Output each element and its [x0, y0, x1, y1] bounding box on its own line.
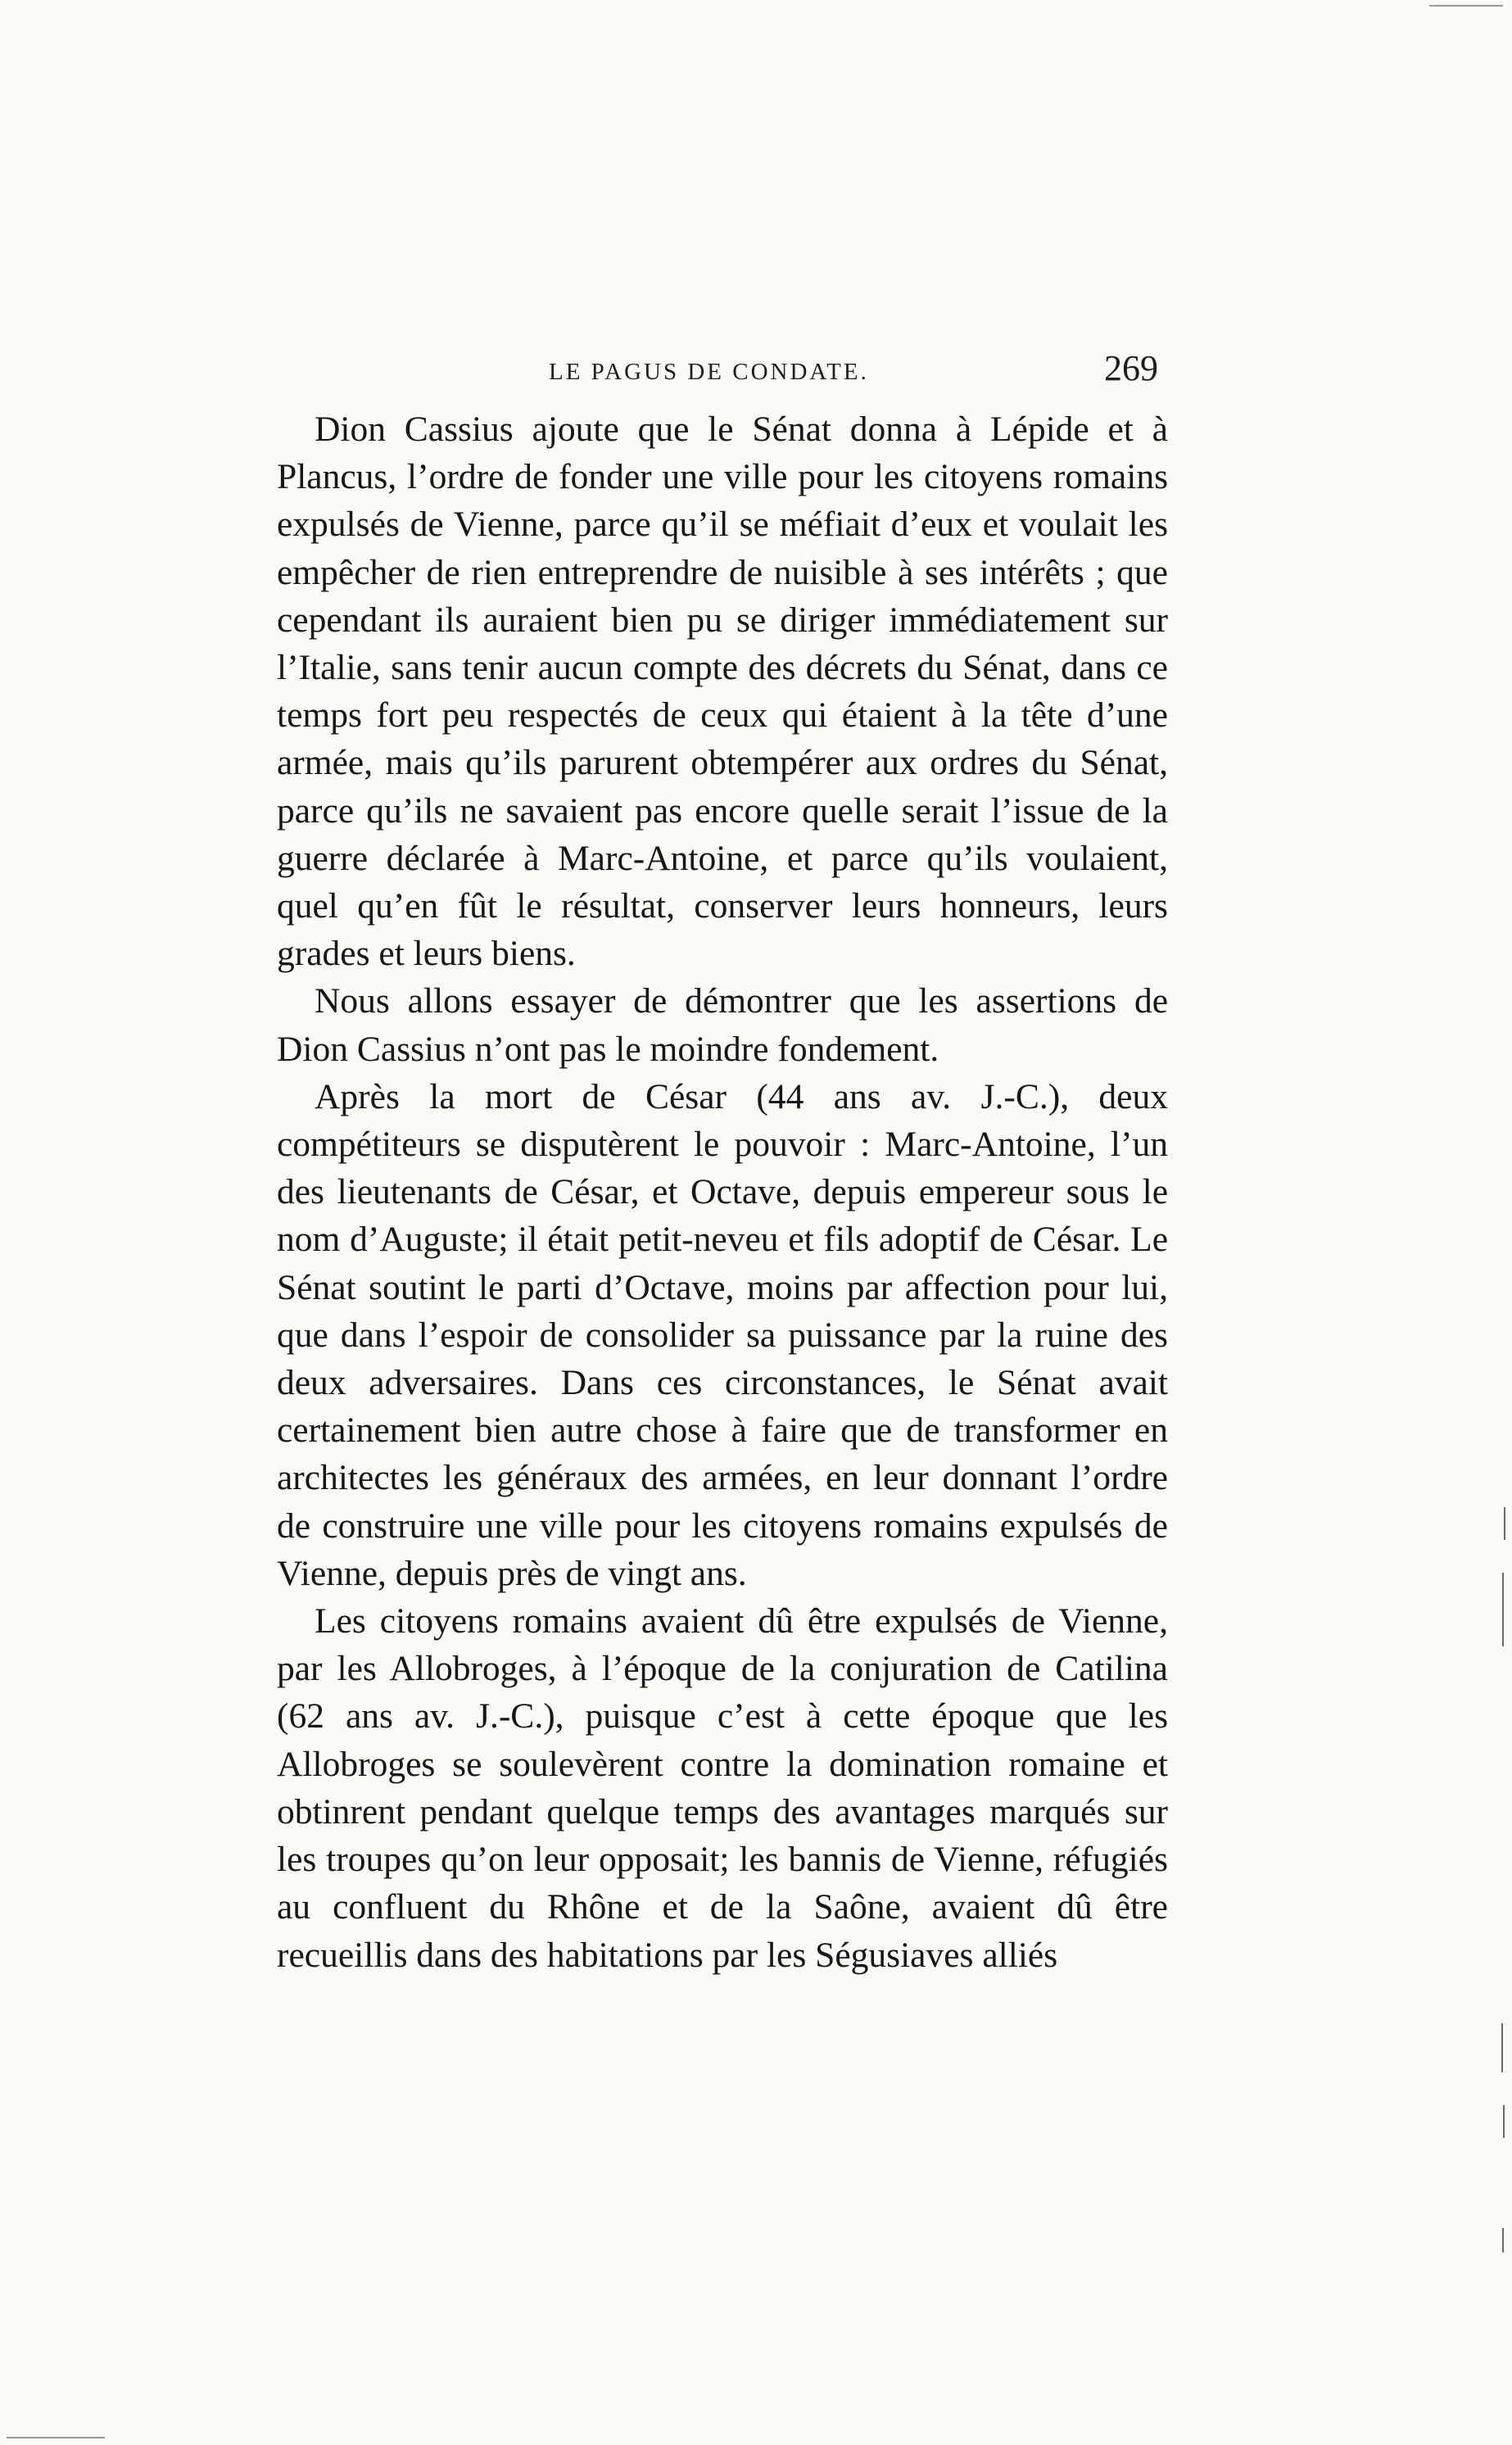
scan-artifact: [1501, 2023, 1503, 2072]
paragraph-4: Les citoyens romains avaient dû être expulsés de Vienne, par les Allobroges, à l’époque de la conjuration de Catilina (62 ans av. J.-C.), puisque c’est à cette époque que les Allobroges se soulevèrent contre la domination romaine et obtinrent pendant quelque temps des avantages marqués sur les troupes qu’on leur opposait; les bannis de Vienne, réfugiés au confluent du Rhône et de la Saône, avaient dû être recueillis dans des habitations par les Ségusiaves alliés: [277, 1601, 1168, 1975]
scan-artifact: [1429, 5, 1503, 7]
scan-artifact: [1502, 1573, 1504, 1646]
paragraph-2: Nous allons essayer de démontrer que les assertions de Dion Cassius n’ont pas le moindre fondement.: [277, 981, 1168, 1069]
scan-artifact: [1504, 1507, 1505, 1540]
paragraph-1: Dion Cassius ajoute que le Sénat donna à Lépide et à Plancus, l’ordre de fonder une ville pour les citoyens romains expulsés de Vienne, parce qu’il se méfiait d’eux et voulait les empêcher de rien entreprendre de nuisible à ses intérêts ; que cependant ils auraient bien pu se diriger immédiatement sur l’Italie, sans tenir aucun compte des décrets du Sénat, dans ce temps fort peu respectés de ceux qui étaient à la tête d’une armée, mais qu’ils parurent obtempérer aux ordres du Sénat, parce qu’ils ne savaient pas encore quelle serait l’issue de la guerre déclarée à Marc-Antoine, et parce qu’ils voulaient, quel qu’en fût le résultat, conserver leurs honneurs, leurs grades et leurs biens.: [277, 410, 1168, 974]
page-number: 269: [1104, 348, 1158, 388]
scan-artifact: [1502, 2228, 1504, 2253]
scan-artifact: [1503, 2105, 1505, 2138]
running-title: LE PAGUS DE CONDATE.: [549, 359, 869, 385]
running-header: [278, 344, 1163, 403]
body-text: [277, 405, 1168, 1979]
scan-artifact: [7, 2437, 105, 2438]
paragraph-3: Après la mort de César (44 ans av. J.-C.), deux compétiteurs se disputèrent le pouvoir : Marc-Antoine, l’un des lieutenants de César, et Octave, depuis empereur sous le nom d’Auguste; il était petit-neveu et fils adoptif de César. Le Sénat soutint le parti d’Octave, moins par affection pour lui, que dans l’espoir de consolider sa puissance par la ruine des deux adversaires. Dans ces circonstances, le Sénat avait certainement bien autre chose à faire que de transformer en architectes les généraux des armées, en leur donnant l’ordre de construire une ville pour les citoyens romains expulsés de Vienne, depuis près de vingt ans.: [277, 1076, 1168, 1593]
